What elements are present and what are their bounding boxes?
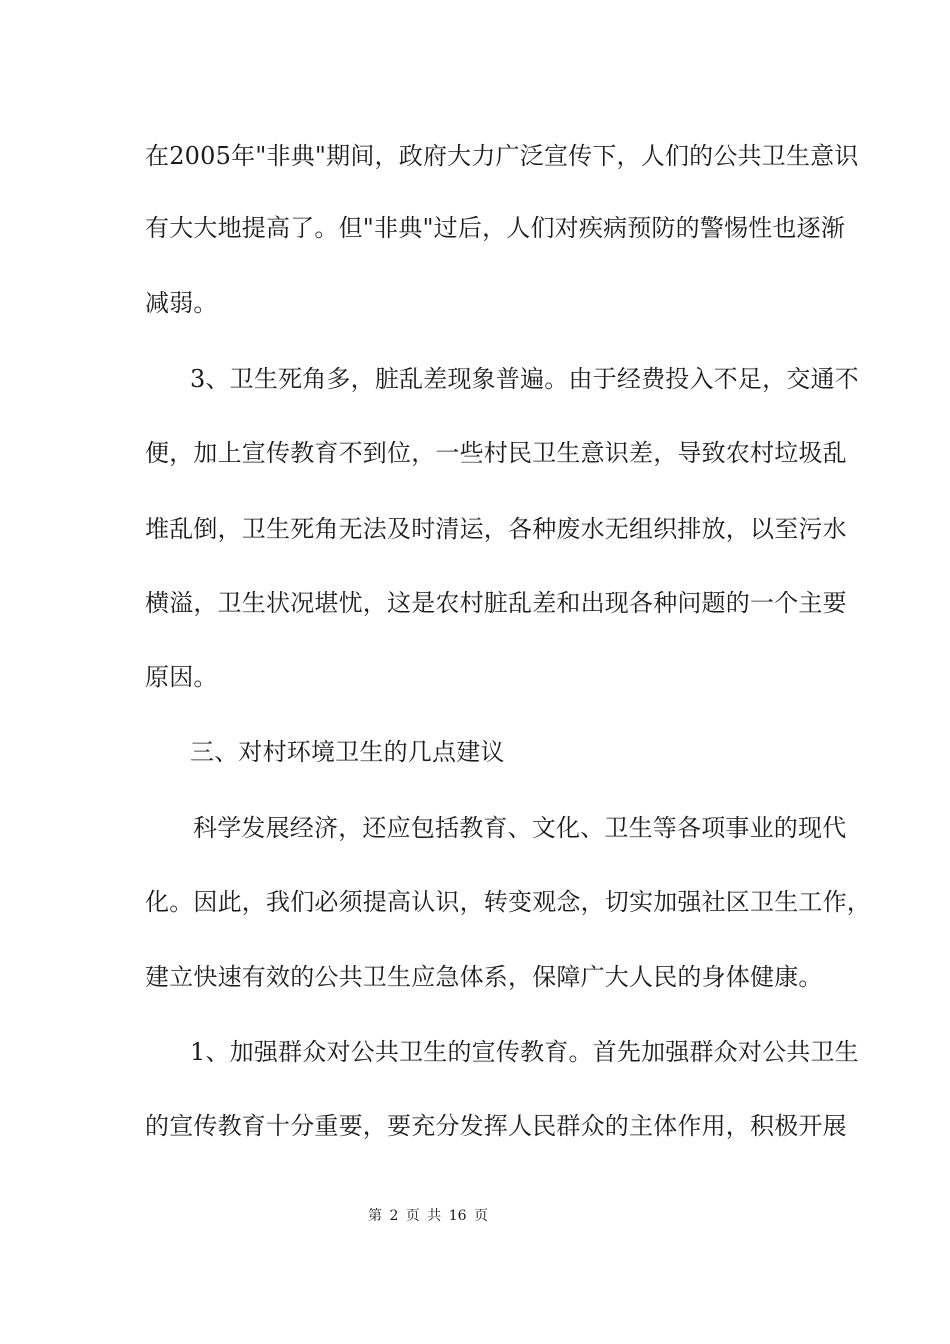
paragraph-line: 3、卫生死角多，脏乱差现象普遍。由于经费投入不足，交通不 bbox=[190, 365, 859, 393]
page-number-footer: 第 2 页 共 16 页 bbox=[368, 1208, 488, 1224]
paragraph-line: 1、加强群众对公共卫生的宣传教育。首先加强群众对公共卫生 bbox=[190, 1038, 859, 1066]
paragraph-line: 在2005年"非典"期间，政府大力广泛宣传下，人们的公共卫生意识 bbox=[145, 142, 859, 170]
paragraph-line: 化。因此，我们必须提高认识，转变观念，切实加强社区卫生工作， bbox=[145, 888, 871, 916]
paragraph-line: 便，加上宣传教育不到位，一些村民卫生意识差，导致农村垃圾乱 bbox=[145, 439, 847, 467]
paragraph-line: 建立快速有效的公共卫生应急体系，保障广大人民的身体健康。 bbox=[145, 963, 823, 991]
paragraph-line: 的宣传教育十分重要，要充分发挥人民群众的主体作用，积极开展 bbox=[145, 1112, 847, 1140]
paragraph-line: 堆乱倒，卫生死角无法及时清运，各种废水无组织排放，以至污水 bbox=[145, 515, 847, 543]
section-heading: 三、对村环境卫生的几点建议 bbox=[190, 738, 505, 766]
paragraph-line: 减弱。 bbox=[145, 289, 218, 317]
paragraph-line: 科学发展经济，还应包括教育、文化、卫生等各项事业的现代 bbox=[193, 814, 847, 842]
paragraph-line: 有大大地提高了。但"非典"过后，人们对疾病预防的警惕性也逐渐 bbox=[145, 214, 846, 242]
paragraph-line: 原因。 bbox=[145, 663, 218, 691]
paragraph-line: 横溢，卫生状况堪忧，这是农村脏乱差和出现各种问题的一个主要 bbox=[145, 589, 847, 617]
